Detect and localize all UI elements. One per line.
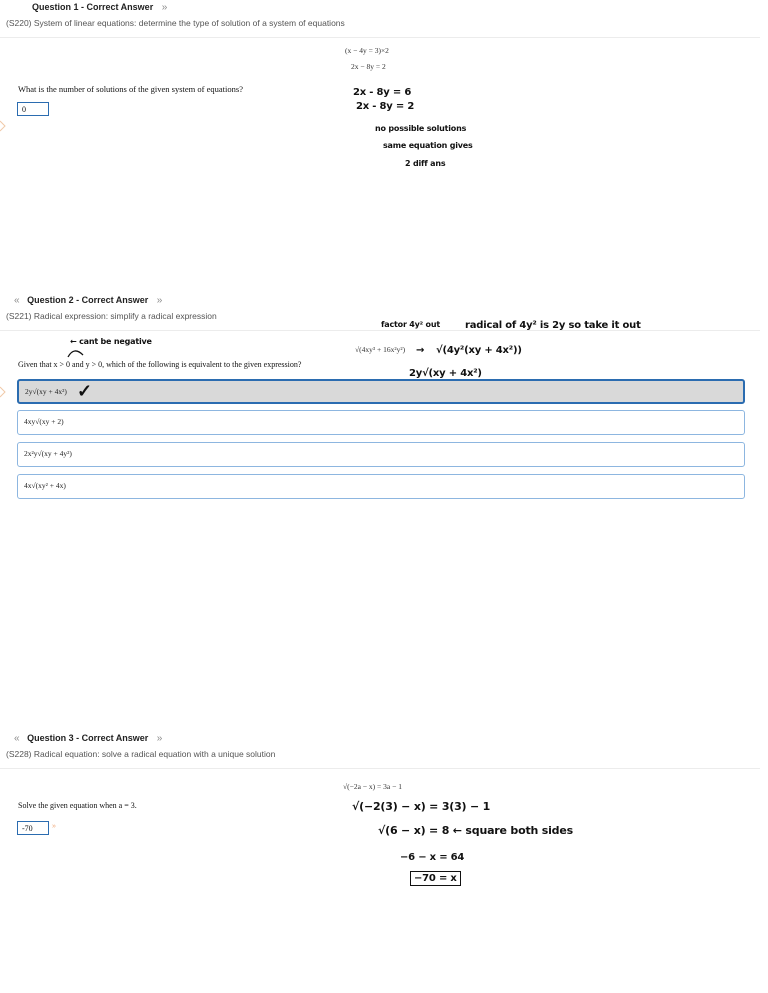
q3-subtitle: (S228) Radical equation: solve a radical equation with a unique solution (6, 749, 276, 759)
q2-choice-c-label: 2x²y√(xy + 4y²) (24, 449, 72, 458)
q3-prompt: Solve the given equation when a = 3. (18, 801, 137, 810)
q2-note-arrow: → (416, 345, 425, 356)
q3-note-3: −6 − x = 64 (400, 852, 465, 863)
q2-arc-mark (66, 346, 86, 358)
q2-note-radical: radical of 4y² is 2y so take it out (465, 320, 641, 331)
q3-answer-chevron-icon: » (52, 823, 56, 830)
q3-note-1: √(−2(3) − x) = 3(3) − 1 (352, 800, 491, 813)
q3-header: « Question 3 - Correct Answer » (14, 733, 162, 744)
q1-note-2: 2x - 8y = 2 (356, 101, 415, 112)
q1-note-4: same equation gives (383, 141, 473, 150)
q1-next-chevron-icon[interactable]: » (161, 2, 167, 13)
q2-note-factor: factor 4y² out (381, 320, 440, 329)
q1-side-chevron-icon[interactable] (0, 120, 6, 132)
q2-choice-d-label: 4x√(xy² + 4x) (24, 481, 66, 490)
q2-choice-a[interactable] (17, 379, 745, 404)
q2-choice-a-label: 2y√(xy + 4x²) (25, 387, 67, 396)
q2-note-step: √(4y²(xy + 4x²)) (436, 345, 522, 356)
q2-next-chevron-icon[interactable]: » (156, 295, 162, 306)
q3-prev-chevron-icon[interactable]: « (14, 733, 19, 744)
q1-answer-field[interactable]: 0 (17, 102, 49, 116)
q2-note-result: 2y√(xy + 4x²) (409, 368, 482, 379)
q2-note-cant-negative: ← cant be negative (70, 337, 152, 346)
q1-prompt: What is the number of solutions of the given system of equations? (18, 84, 243, 94)
q2-typed-expr: √(4xy³ + 16x²y²) (355, 345, 406, 354)
q2-divider (0, 330, 760, 331)
q3-answer-field[interactable]: -70 (17, 821, 49, 835)
q2-prev-chevron-icon[interactable]: « (14, 295, 19, 306)
q2-prompt: Given that x > 0 and y > 0, which of the following is equivalent to the given expression? (18, 360, 302, 369)
q3-divider (0, 768, 760, 769)
q2-choice-b[interactable] (17, 410, 745, 435)
q2-choice-b-label: 4xy√(xy + 2) (24, 417, 64, 426)
q2-header: « Question 2 - Correct Answer » (14, 295, 162, 306)
q2-choice-c[interactable] (17, 442, 745, 467)
q3-typed-eq: √(−2a − x) = 3a − 1 (343, 782, 402, 791)
q1-header: Question 1 - Correct Answer » (32, 2, 167, 13)
q1-note-3: no possible solutions (375, 124, 467, 133)
q1-note-1: 2x - 8y = 6 (353, 87, 412, 98)
q1-subtitle: (S220) System of linear equations: determine the type of solution of a system of equations (6, 18, 345, 28)
q1-divider (0, 37, 760, 38)
q3-note-2: √(6 − x) = 8 ← square both sides (378, 824, 573, 837)
q3-note-result: −70 = x (410, 871, 461, 886)
checkmark-icon: ✓ (77, 381, 93, 401)
q1-note-5: 2 diff ans (405, 159, 446, 168)
q1-typed-eq1: (x − 4y = 3)×2 (345, 46, 389, 55)
q2-side-chevron-icon[interactable] (0, 386, 6, 398)
q2-choice-d[interactable] (17, 474, 745, 499)
q3-next-chevron-icon[interactable]: » (156, 733, 162, 744)
q1-typed-eq2: 2x − 8y = 2 (351, 62, 386, 71)
q2-subtitle: (S221) Radical expression: simplify a radical expression (6, 311, 217, 321)
